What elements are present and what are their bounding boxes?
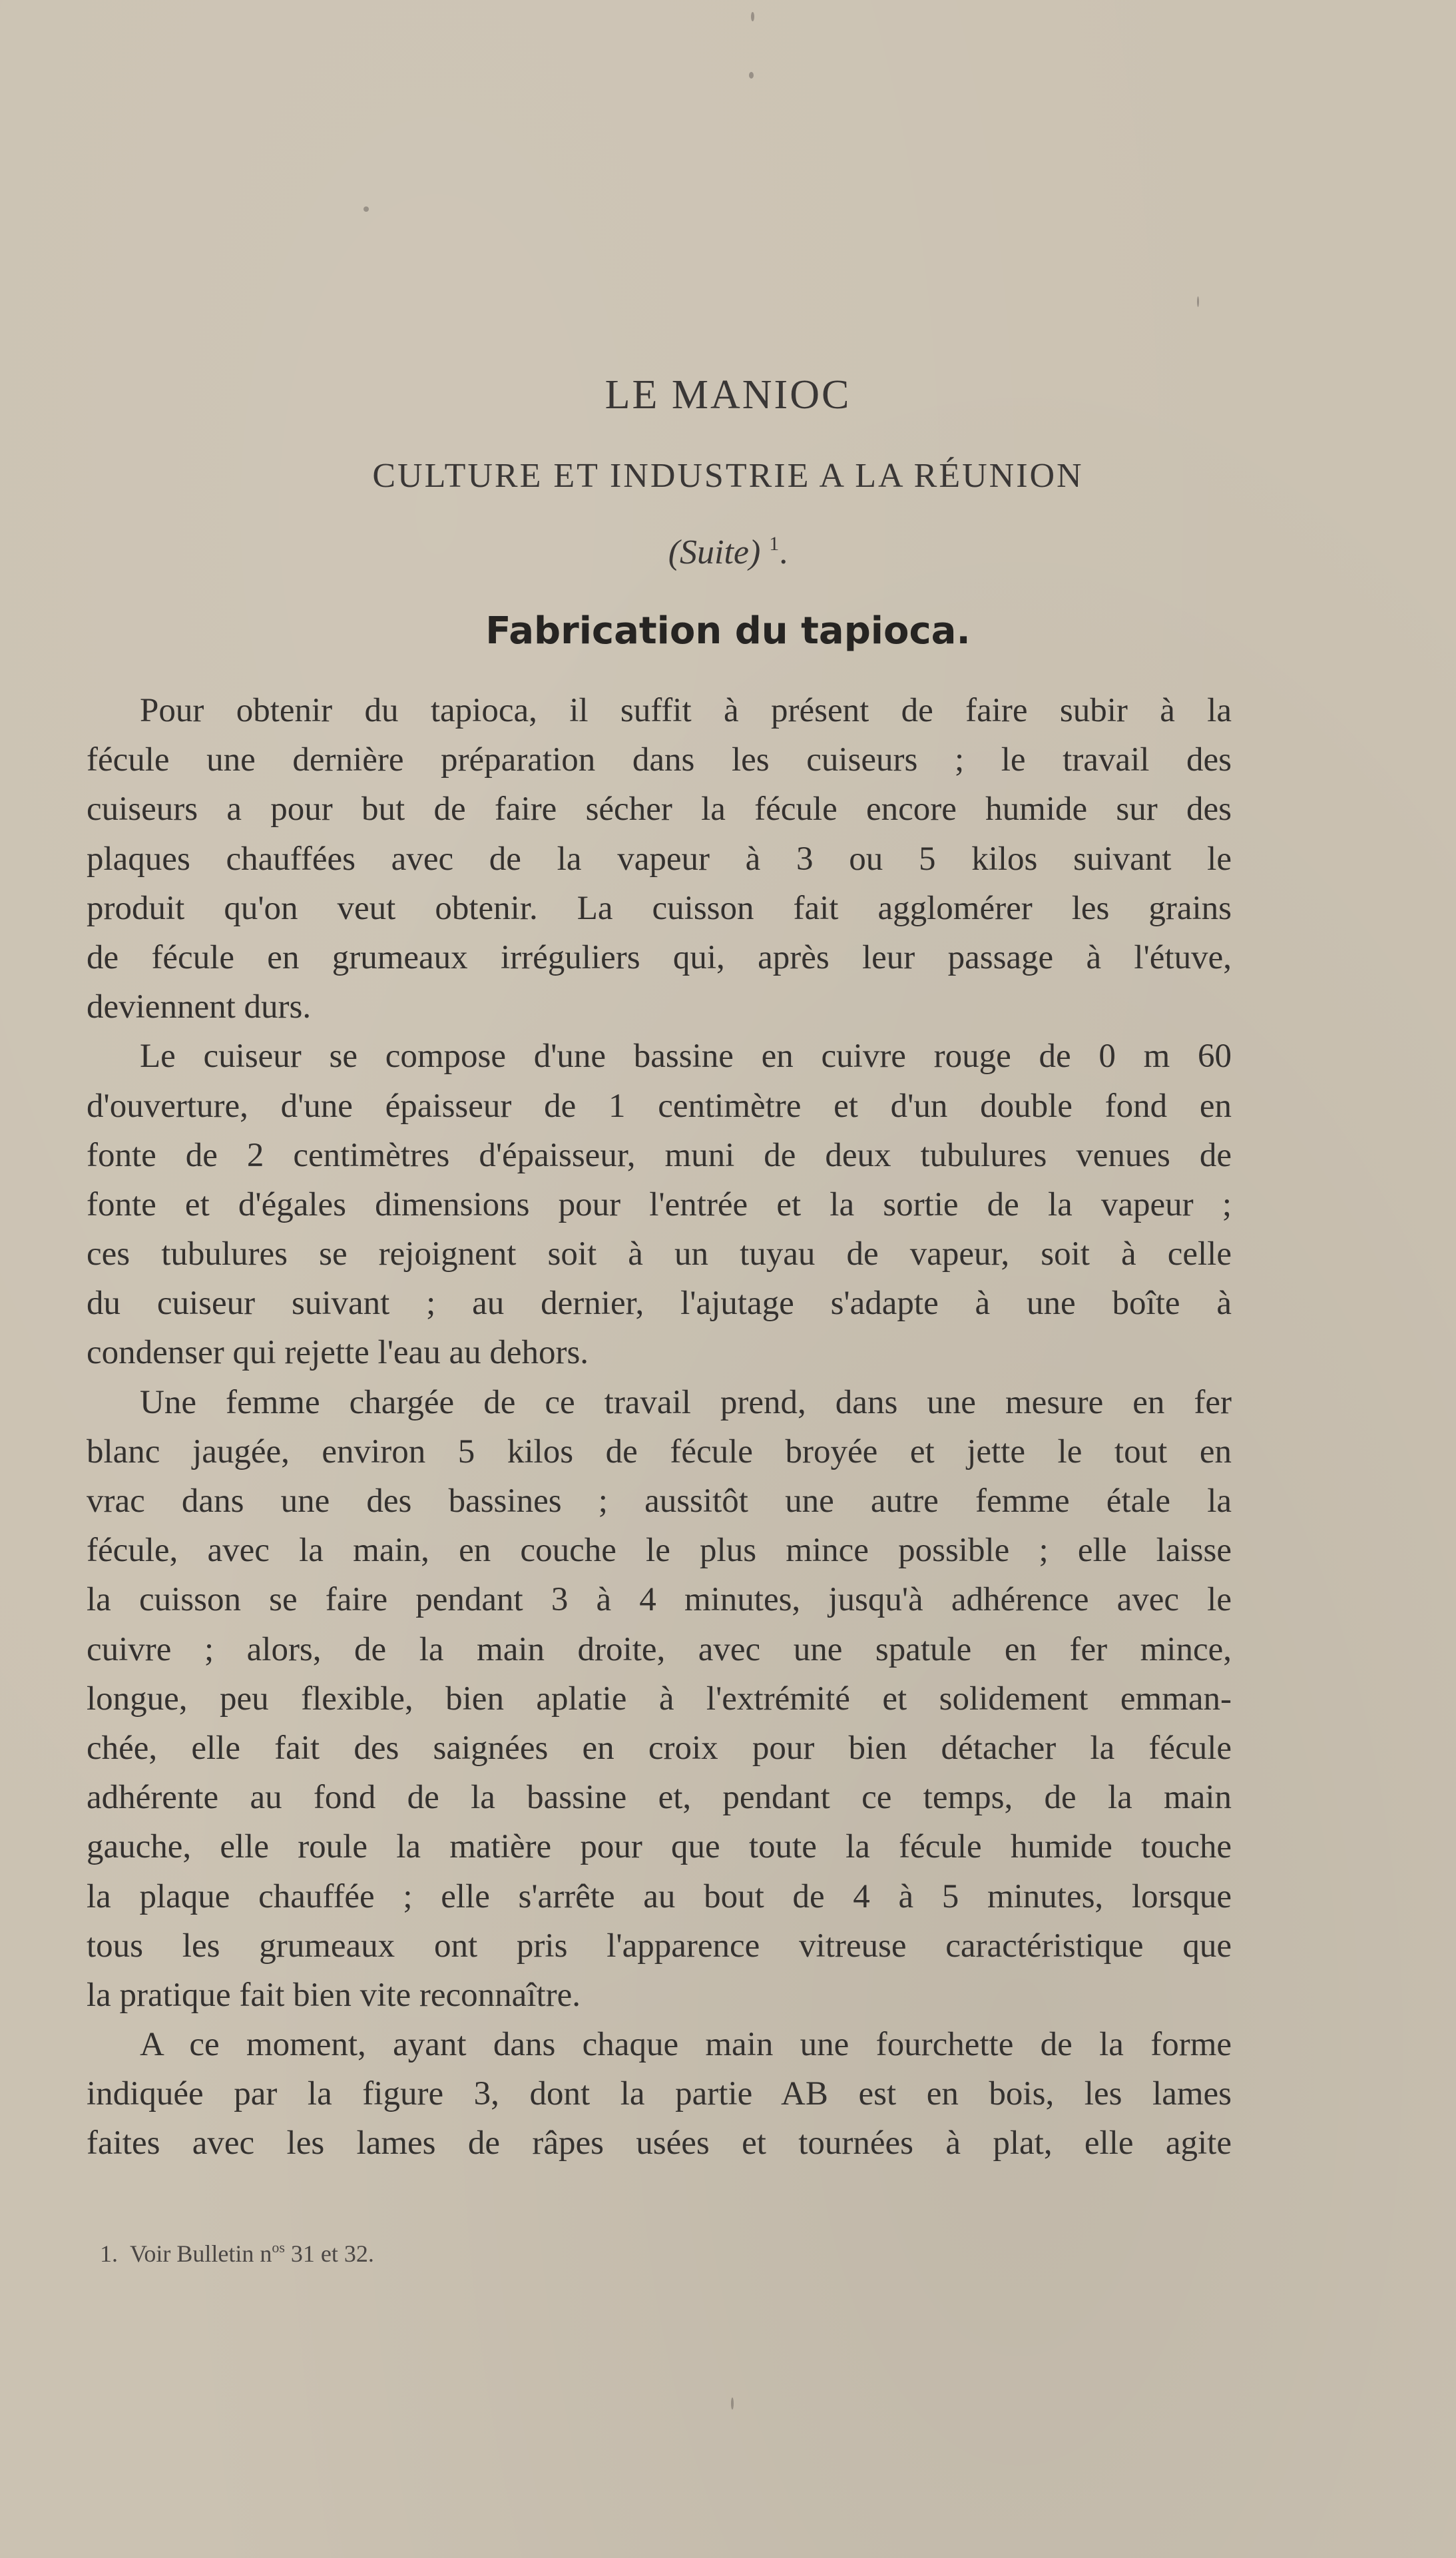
- paper-speck: [751, 12, 754, 21]
- article-title: LE MANIOC: [605, 372, 851, 418]
- article-subtitle: CULTURE ET INDUSTRIE A LA RÉUNION: [372, 457, 1084, 495]
- text-line: Une femme chargée de ce travail prend, dans une mesure en fer: [140, 1383, 1232, 1421]
- paper-speck: [364, 206, 369, 212]
- continuation-label: [0, 533, 1456, 572]
- text-line: cuivre ; alors, de la main droite, avec une spatule en fer mince,: [87, 1630, 1232, 1668]
- paper-speck: [749, 72, 754, 79]
- text-line: blanc jaugée, environ 5 kilos de fécule broyée et jette le tout en: [87, 1433, 1232, 1470]
- text-line: A ce moment, ayant dans chaque main une fourchette de la forme: [140, 2026, 1232, 2064]
- text-line: cuiseurs a pour but de faire sécher la fécule encore humide sur des: [87, 791, 1232, 828]
- text-line: de fécule en grumeaux irréguliers qui, après leur passage à l'étuve,: [87, 938, 1232, 976]
- section-heading: Fabrication du tapioca.: [485, 609, 971, 653]
- paper-speck: [731, 2398, 734, 2409]
- footnote-reference: 1: [769, 533, 780, 555]
- suite-punctuation: .: [779, 533, 788, 571]
- text-line: fonte et d'égales dimensions pour l'entrée et la sortie de la vapeur ;: [87, 1185, 1232, 1223]
- text-line: vrac dans une des bassines ; aussitôt une autre femme étale la: [87, 1482, 1232, 1520]
- footnote: [100, 2239, 374, 2268]
- text-line: d'ouverture, d'une épaisseur de 1 centimètre et d'un double fond en: [87, 1087, 1232, 1125]
- text-line: ces tubulures se rejoignent soit à un tuyau de vapeur, soit à celle: [87, 1235, 1232, 1273]
- text-line: plaques chauffées avec de la vapeur à 3 ou 5 kilos suivant le: [87, 840, 1232, 878]
- text-line: du cuiseur suivant ; au dernier, l'ajutage s'adapte à une boîte à: [87, 1285, 1232, 1323]
- text-line: indiquée par la figure 3, dont la partie AB est en bois, les lames: [87, 2075, 1232, 2113]
- text-line: Pour obtenir du tapioca, il suffit à présent de faire subir à la: [140, 692, 1232, 729]
- text-line: tous les grumeaux ont pris l'apparence vitreuse caractéristique que: [87, 1927, 1232, 1965]
- footnote-superscript: os: [272, 2239, 285, 2256]
- text-line: adhérente au fond de la bassine et, pendant ce temps, de la main: [87, 1779, 1232, 1817]
- text-line: longue, peu flexible, bien aplatie à l'extrémité et solidement emman-: [87, 1680, 1232, 1718]
- footnote-text: Voir Bulletin n: [130, 2240, 272, 2267]
- suite-text: (Suite): [668, 533, 761, 571]
- text-line: fonte de 2 centimètres d'épaisseur, muni de deux tubulures venues de: [87, 1136, 1232, 1174]
- text-line: la plaque chauffée ; elle s'arrête au bout de 4 à 5 minutes, lorsque: [87, 1877, 1232, 1915]
- text-line: la cuisson se faire pendant 3 à 4 minutes, jusqu'à adhérence avec le: [87, 1581, 1232, 1619]
- text-line: fécule une dernière préparation dans les cuiseurs ; le travail des: [87, 741, 1232, 779]
- text-line: deviennent durs.: [87, 988, 312, 1026]
- text-line: la pratique fait bien vite reconnaître.: [87, 1976, 581, 2014]
- text-line: Le cuiseur se compose d'une bassine en cuivre rouge de 0 m 60: [140, 1038, 1232, 1076]
- text-line: chée, elle fait des saignées en croix pour bien détacher la fécule: [87, 1729, 1232, 1767]
- footnote-text-rest: 31 et 32.: [284, 2240, 374, 2267]
- footnote-number: 1.: [100, 2240, 118, 2267]
- text-line: fécule, avec la main, en couche le plus mince possible ; elle laisse: [87, 1532, 1232, 1570]
- text-line: gauche, elle roule la matière pour que toute la fécule humide touche: [87, 1828, 1232, 1866]
- text-line: faites avec les lames de râpes usées et tournées à plat, elle agite: [87, 2124, 1232, 2162]
- paper-speck: [1197, 296, 1199, 307]
- text-line: produit qu'on veut obtenir. La cuisson fait agglomérer les grains: [87, 889, 1232, 927]
- text-line: condenser qui rejette l'eau au dehors.: [87, 1334, 589, 1372]
- body-text: [87, 686, 1232, 2168]
